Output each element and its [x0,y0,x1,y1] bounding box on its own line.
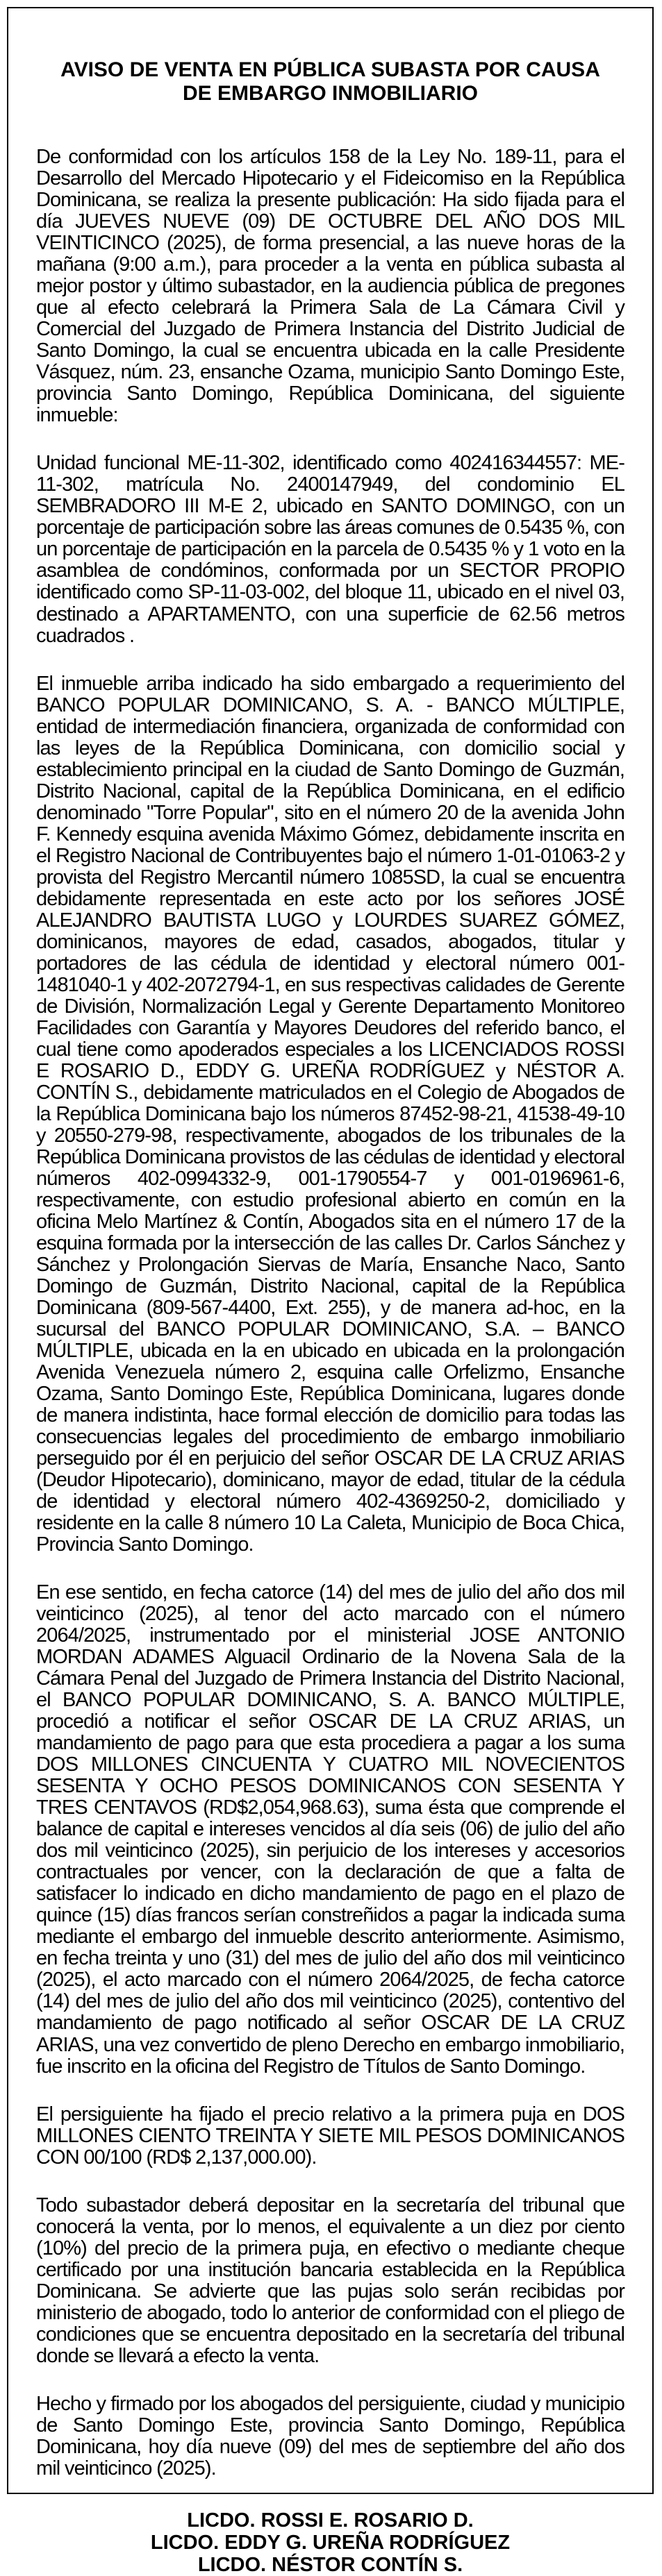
paragraph-first-bid-price: El persiguiente ha fijado el precio relativo a la primera puja en DOS MILLONES CIENTO TREINTA Y SIETE MIL PESOS DOMINICANOS CON 00/100 (RD$ 2,137,000.00). [36,2103,624,2169]
paragraph-property-description: Unidad funcional ME-11-302, identificado como 402416344557: ME-11-302, matrícula No. 2400147949, del condominio EL SEMBRADORO III M-E 2, ubicado en SANTO DOMINGO, con un porcentaje de participación sobre las áreas comunes de 0.5435 %, con un porcentaje de participación en la parcela de 0.5435 % y 1 voto en la asamblea de condóminos, conformada por un SECTOR PROPIO identificado como SP-11-03-002, del bloque 11, ubicado en el nivel 03, destinado a APARTAMENTO, con una superficie de 62.56 metros cuadrados . [36,452,624,647]
signature-nestor-contin: LICDO. NÉSTOR CONTÍN S. [197,2553,463,2576]
signature-block [36,2510,624,2576]
notice-title-line-2: DE EMBARGO INMOBILIARIO [183,81,478,105]
signature-rossi-rosario: LICDO. ROSSI E. ROSARIO D. [187,2509,474,2532]
notice-title [36,58,624,105]
signature-eddy-urena: LICDO. EDDY G. UREÑA RODRÍGUEZ [150,2531,511,2554]
paragraph-payment-order: En ese sentido, en fecha catorce (14) del mes de julio del año dos mil veinticinco (2025), al tenor del acto marcado con el número 2064/2025, instrumentado por el ministerial JOSE ANTONIO MORDAN ADAMES Alguacil Ordinario de la Novena Sala de la Cámara Penal del Juzgado de Primera Instancia del Distrito Nacional, el BANCO POPULAR DOMINICANO, S. A. BANCO MÚLTIPLE, procedió a notificar el señor OSCAR DE LA CRUZ ARIAS, un mandamiento de pago para que esta procediera a pagar a los suma DOS MILLONES CINCUENTA Y CUATRO MIL NOVECIENTOS SESENTA Y OCHO PESOS DOMINICANOS CON SESENTA Y TRES CENTAVOS (RD$2,054,968.63), suma ésta que comprende el balance de capital e intereses vencidos al día seis (06) de julio del año dos mil veinticinco (2025), sin perjuicio de los intereses y accesorios contractuales por vencer, con la declaración de que a falta de satisfacer lo indicado en dicho mandamiento de pago en el plazo de quince (15) días francos serían constreñidos a pagar la indicada suma mediante el embargo del inmueble descrito anteriormente. Asimismo, en fecha treinta y uno (31) del mes de julio del año dos mil veinticinco (2025), el acto marcado con el número 2064/2025, de fecha catorce (14) del mes de julio del año dos mil veinticinco (2025), contentivo del mandamiento de pago notificado al señor OSCAR DE LA CRUZ ARIAS, una vez convertido de pleno Derecho en embargo inmobiliario, fue inscrito en la oficina del Registro de Títulos de Santo Domingo. [36,1581,624,2078]
notice-title-line-1: AVISO DE VENTA EN PÚBLICA SUBASTA POR CAUSA [60,58,600,81]
paragraph-auction-date: De conformidad con los artículos 158 de la Ley No. 189-11, para el Desarrollo del Mercado Hipotecario y el Fideicomiso en la República Dominicana, se realiza la presente publicación: Ha sido fijada para el día JUEVES NUEVE (09) DE OCTUBRE DEL AÑO DOS MIL VEINTICINCO (2025), de forma presencial, a las nueve horas de la mañana (9:00 a.m.), para proceder a la venta en pública subasta al mejor postor y último subastador, en la audiencia pública de pregones que al efecto celebrará la Primera Sala de La Cámara Civil y Comercial del Juzgado de Primera Instancia del Distrito Judicial de Santo Domingo, la cual se encuentra ubicada en la calle Presidente Vásquez, núm. 23, ensanche Ozama, municipio Santo Domingo Este, provincia Santo Domingo, República Dominicana, del siguiente inmueble: [36,146,624,427]
paragraph-deposit-conditions: Todo subastador deberá depositar en la secretaría del tribunal que conocerá la venta, por lo menos, el equivalente a un diez por ciento (10%) del precio de la primera puja, en efectivo o mediante cheque certificado por una institución bancaria establecida en la República Dominicana. Se advierte que las pujas solo serán recibidas por ministerio de abogado, todo lo anterior de conformidad con el pliego de condiciones que se encuentra depositado en la secretaría del tribunal donde se llevará a efecto la venta. [36,2194,624,2367]
paragraph-signed-date: Hecho y firmado por los abogados del persiguiente, ciudad y municipio de Santo Domingo Este, provincia Santo Domingo, República Dominicana, hoy día nueve (09) del mes de septiembre del año dos mil veinticinco (2025). [36,2392,624,2480]
paragraph-seizing-party: El inmueble arriba indicado ha sido embargado a requerimiento del BANCO POPULAR DOMINICANO, S. A. - BANCO MÚLTIPLE, entidad de intermediación financiera, organizada de conformidad con las leyes de la República Dominicana, con domicilio social y establecimiento principal en la ciudad de Santo Domingo de Guzmán, Distrito Nacional, capital de la República Dominicana, en el edificio denominado "Torre Popular", sito en el número 20 de la avenida John F. Kennedy esquina avenida Máximo Gómez, debidamente inscrita en el Registro Nacional de Contribuyentes bajo el número 1-01-01063-2 y provista del Registro Mercantil número 1085SD, la cual se encuentra debidamente representada en este acto por los señores JOSÉ ALEJANDRO BAUTISTA LUGO y LOURDES SUAREZ GÓMEZ, dominicanos, mayores de edad, casados, abogados, titular y portadores de las cédula de identidad y electoral número 001-1481040-1 y 402-2072794-1, en sus respectivas calidades de Gerente de División, Normalización Legal y Gerente Departamento Monitoreo Facilidades con Garantía y Mayores Deudores del referido banco, el cual tiene como apoderados especiales a los LICENCIADOS ROSSI E ROSARIO D., EDDY G. UREÑA RODRÍGUEZ y NÉSTOR A. CONTÍN S., debidamente matriculados en el Colegio de Abogados de la República Dominicana bajo los números 87452-98-21, 41538-49-10 y 20550-279-98, respectivamente, abogados de los tribunales de la República Dominicana provistos de las cédulas de identidad y electoral números 402-0994332-9, 001-1790554-7 y 001-0196961-6, respectivamente, con estudio profesional abierto en común en la oficina Melo Martínez & Contín, Abogados sita en el número 17 de la esquina formada por la intersección de las calles Dr. Carlos Sánchez y Sánchez y Prolongación Siervas de María, Ensanche Naco, Santo Domingo de Guzmán, Distrito Nacional, capital de la República Dominicana (809-567-4400, Ext. 255), y de manera ad-hoc, en la sucursal del BANCO POPULAR DOMINICANO, S.A. – BANCO MÚLTIPLE, ubicada en la en ubicado en ubicada en la prolongación Avenida Venezuela número 2, esquina calle Orfelizmo, Ensanche Ozama, Santo Domingo Este, República Dominicana, lugares donde de manera indistinta, hace formal elección de domicilio para todas las consecuencias legales del procedimiento de embargo inmobiliario perseguido por él en perjuicio del señor OSCAR DE LA CRUZ ARIAS (Deudor Hipotecario), dominicano, mayor de edad, titular de la cédula de identidad y electoral número 402-4369250-2, domiciliado y residente en la calle 8 número 10 La Caleta, Municipio de Boca Chica, Provincia Santo Domingo. [36,672,624,1556]
notice-body [36,58,624,2576]
notice-frame [7,7,654,2576]
